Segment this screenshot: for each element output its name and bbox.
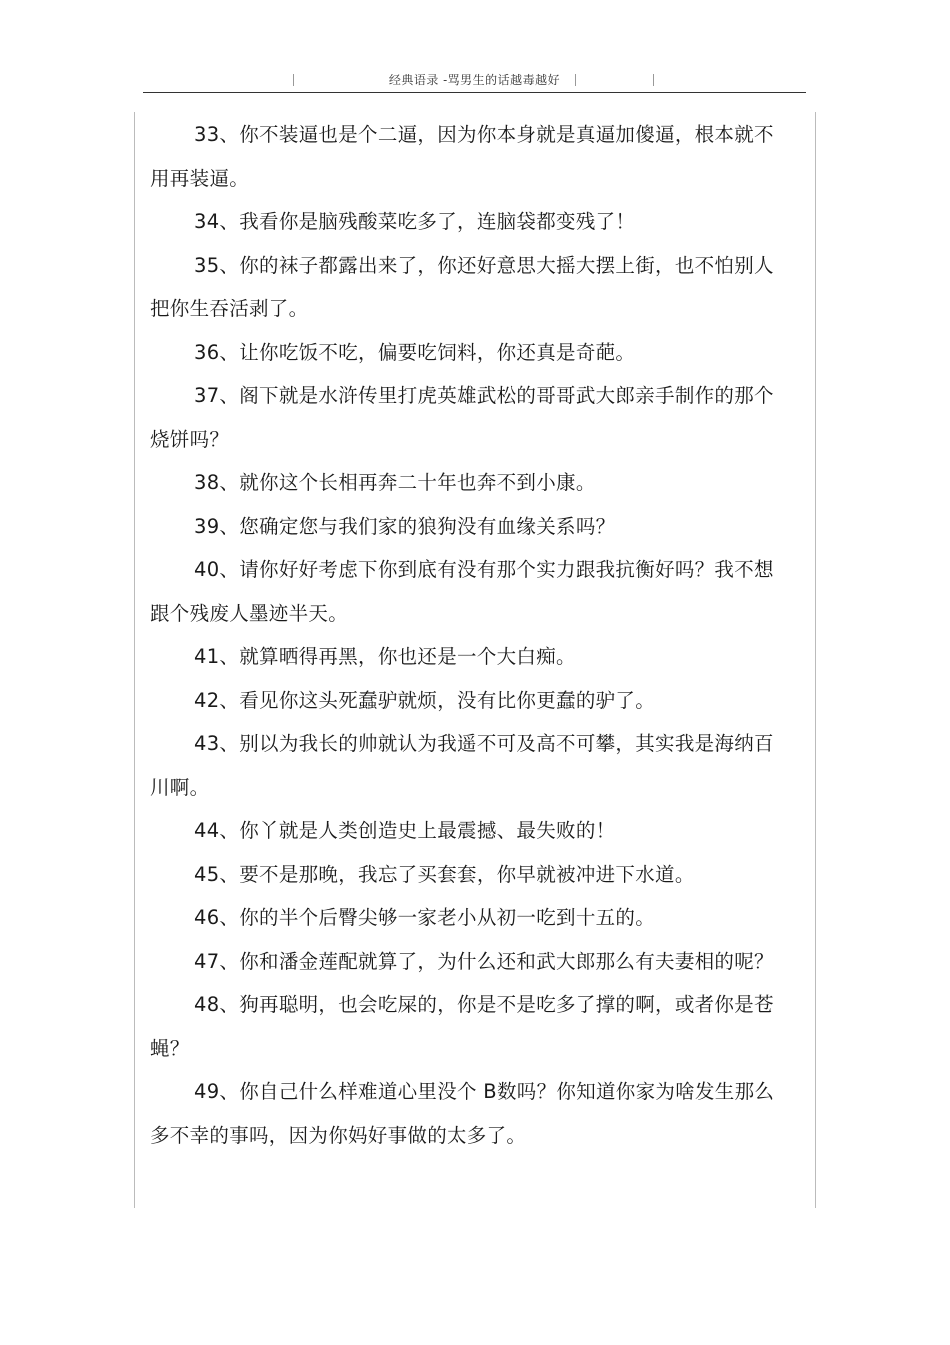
paragraph: 34、我看你是脑残酸菜吃多了，连脑袋都变残了！	[194, 210, 636, 233]
page-header	[143, 64, 806, 93]
paragraph: 43、别以为我长的帅就认为我遥不可及高不可攀，其实我是海纳百川啊。	[150, 732, 774, 799]
paragraph: 48、狗再聪明，也会吃屎的，你是不是吃多了撑的啊，或者你是苍蝇？	[150, 993, 774, 1060]
paragraph: 40、请你好好考虑下你到底有没有那个实力跟我抗衡好吗？我不想跟个残废人墨迹半天。	[150, 558, 774, 625]
body-text	[150, 113, 780, 1157]
paragraph: 45、要不是那晚，我忘了买套套，你早就被冲进下水道。	[194, 862, 695, 886]
paragraph: 38、就你这个长相再奔二十年也奔不到小康。	[194, 471, 596, 494]
paragraph: 39、您确定您与我们家的狼狗没有血缘关系吗？	[194, 514, 616, 538]
left-margin-line	[134, 112, 135, 1208]
paragraph: 41、就算晒得再黑，你也还是一个大白痴。	[194, 645, 576, 668]
paragraph: 37、阁下就是水浒传里打虎英雄武松的哥哥武大郎亲手制作的那个烧饼吗？	[150, 384, 774, 451]
paragraph: 42、看见你这头死蠢驴就烦，没有比你更蠢的驴了。	[194, 688, 656, 712]
paragraph: 35、你的袜子都露出来了，你还好意思大摇大摆上街，也不怕别人把你生吞活剥了。	[150, 253, 774, 320]
paragraph: 44、你丫就是人类创造史上最震撼、最失败的！	[194, 819, 616, 842]
right-margin-line	[815, 112, 816, 1208]
paragraph: 49、你自己什么样难道心里没个 B数吗？你知道你家为啥发生那么多不幸的事吗，因为你妈好事做的太多了。	[150, 1080, 775, 1147]
paragraph: 36、让你吃饭不吃，偏要吃饲料，你还真是奇葩。	[194, 340, 636, 364]
paragraph: 46、你的半个后臀尖够一家老小从初一吃到十五的。	[194, 906, 656, 929]
paragraph: 33、你不装逼也是个二逼，因为你本身就是真逼加傻逼，根本就不用再装逼。	[150, 123, 774, 190]
header-title: 经典语录 -骂男生的话越毒越好	[388, 73, 561, 87]
paragraph: 47、你和潘金莲配就算了，为什么还和武大郎那么有夫妻相的呢？	[194, 949, 774, 973]
